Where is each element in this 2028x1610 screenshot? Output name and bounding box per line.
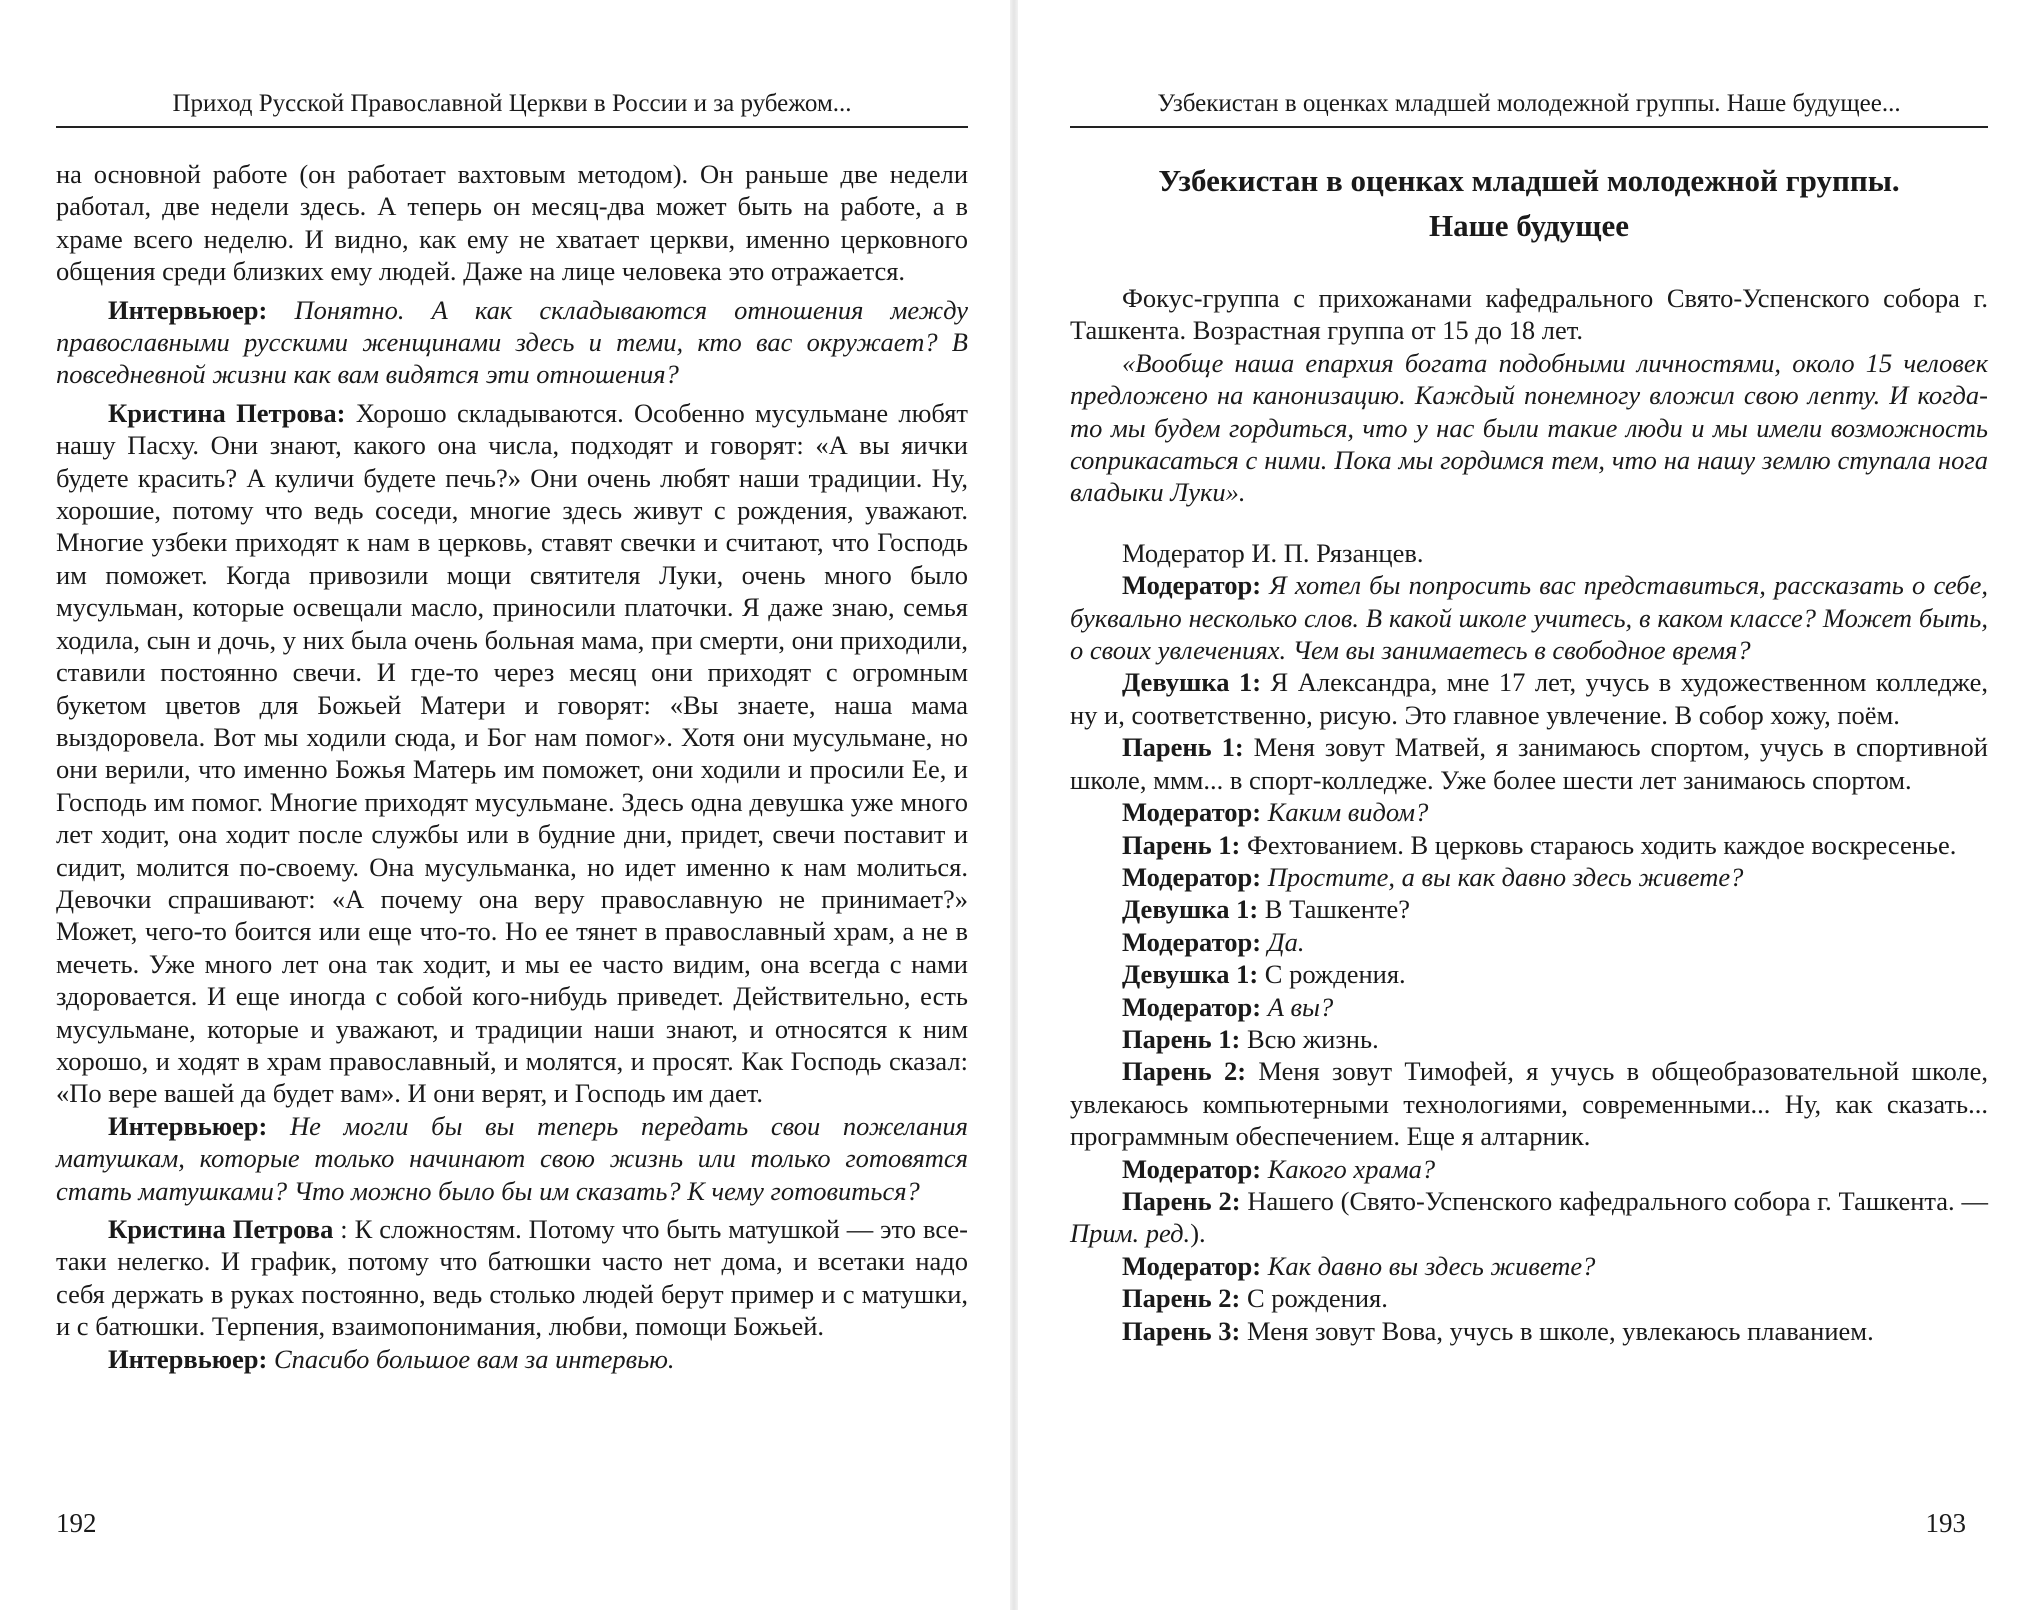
body-text [56,158,968,1375]
paragraph-text: Понятно. А как складываются отношения между православными русскими женщинами здесь и теми, кто вас окружает? В повседневной жизни как вам видятся эти отношения? [56,294,968,390]
paragraph-text: Я Александра, мне 17 лет, учусь в художественном колледже, ну и, соответственно, рисую. Это главное увлечение. В собор хожу, поём. [1070,667,1989,730]
page-number: 193 [1925,1508,1966,1538]
speaker-label: Парень 1: [1122,829,1241,860]
paragraph [1070,991,1988,1023]
paragraph [1070,1282,1988,1314]
paragraph-text: Простите, а вы как давно здесь живете? [1267,861,1744,892]
speaker-label: Парень 3: [1122,1315,1241,1346]
running-header: Приход Русской Православной Церкви в России и за рубежом... [56,90,968,128]
paragraph [1070,829,1988,861]
paragraph [1070,861,1988,893]
speaker-label: Модератор: [1122,861,1262,892]
title-line: Узбекистан в оценках младшей молодежной группы. [1158,163,1900,198]
paragraph [1070,347,1988,509]
paragraph [1070,1185,1988,1250]
speaker-label: Интервьюер: [108,1343,268,1374]
paragraph [56,1343,968,1375]
speaker-label: Парень 1: [1122,1023,1241,1054]
paragraph [1070,666,1988,731]
paragraph-text: С рождения. [1246,1283,1388,1314]
paragraph [1070,1023,1988,1055]
page-number: 192 [56,1508,97,1538]
paragraph [56,158,968,288]
paragraph [1070,893,1988,925]
paragraph-text: Фехтованием. В церковь стараюсь ходить каждое воскресенье. [1246,829,1957,860]
paragraph-text: В Ташкенте? [1264,894,1411,925]
paragraph-text: на основной работе (он работает вахтовым методом). Он раньше две недели работал, две недели здесь. А теперь он месяц-два может быть на работе, а в храме всего неделю. И видно, как ему не хватает церкви, именно церковного общения среди близких ему людей. Даже на лице человека это отражается. [56,159,968,287]
paragraph [1070,282,1988,347]
paragraph-text: Каким видом? [1267,797,1429,828]
speaker-label: Интервьюер: [108,1110,268,1141]
paragraph [1070,731,1988,796]
paragraph [1070,1055,1988,1152]
paragraph [1070,569,1988,666]
paragraph-text: А вы? [1267,991,1334,1022]
speaker-label: Парень 1: [1122,732,1244,763]
paragraph-text: Хорошо складываются. Особенно мусульмане любят нашу Пасху. Они знают, какого она числа, подходят и говорят: «А вы яички будете красить? А куличи будете печь?» Они очень любят наши традиции. Ну, хорошие, потому что ведь соседи, многие здесь живут с рождения, уважают. Многие узбеки приходят к нам в церковь, ставят свечки и считают, что Господь им поможет. Когда привозили мощи святителя Луки, очень много было мусульман, которые освещали масло, приносили платочки. Я даже знаю, семья ходила, сын и дочь, у них была очень больная мама, при смерти, они приходили, ставили постоянно свечи. И где-то через месяц они приходят с огромным букетом цветов для Божьей Матери и говорят: «Вы знаете, наша мама выздоровела. Вот мы ходили сюда, и Бог нам помог». Хотя они мусульмане, но они верили, что именно Божья Матерь им поможет, они ходили и просили Ее, и Господь им помог. Многие приходят мусульмане. Здесь одна девушка уже много лет ходит, она ходит после службы или в будние дни, придет, свечи поставит и сидит, молится по-своему. Она мусульманка, но идет именно к нам молиться. Девочки спрашивают: «А почему она веру православную не принимает?» Может, чего-то боится или еще что-то. Но ее тянет в православный храм, а не в мечеть. Уже много лет она так ходит, и мы ее часто видим, она всегда с нами здоровается. И еще иногда с собой кого-нибудь приведет. Действительно, есть мусульмане, которые и уважают, и традиции наши знают, и относятся к ним хорошо, и ходят в храм православный, и молятся, и просят. Как Господь сказал: «По вере вашей да будет вам». И они верят, и Господь им дает. [56,397,969,1109]
paragraph-text: Меня зовут Тимофей, я учусь в общеобразовательной школе, увлекаюсь компьютерными технологиями, современными... Ну, как сказать... программным обеспечением. Еще я алтарник. [1070,1056,1988,1152]
paragraph-text: : К сложностям. Потому что быть матушкой — это все-таки нелегко. И график, потому что батюшки часто нет дома, и всетаки надо себя держать в руках постоянно, ведь столько людей берут пример и с матушки, и с батюшки. Терпения, взаимопонимания, любви, помощи Божьей. [56,1214,968,1342]
paragraph-text: Меня зовут Вова, учусь в школе, увлекаюсь плаванием. [1246,1315,1874,1346]
paragraph [56,1110,968,1207]
speaker-label: Модератор: [1122,1250,1262,1281]
body-text [1070,282,1988,1347]
paragraph [1070,958,1988,990]
paragraph-text: Меня зовут Матвей, я занимаюсь спортом, учусь в спортивной школе, ммм... в спорт-колледже. Уже более шести лет занимаюсь спортом. [1070,732,1988,795]
paragraph-text: Спасибо большое вам за интервью. [273,1343,675,1374]
right-page [1014,0,2028,1610]
paragraph [1070,1250,1988,1282]
paragraph [1070,796,1988,828]
paragraph [1070,537,1988,569]
paragraph-text: Да. [1267,926,1305,957]
paragraph-text: Какого храма? [1267,1153,1436,1184]
paragraph-text: «Вообще наша епархия богата подобными личностями, около 15 человек предложено на канонизацию. Каждый понемногу вложил свою лепту. И когда-то мы будем гордиться, что у нас были такие люди и мы имели возможность соприкасаться с ними. Пока мы гордимся тем, что на нашу землю ступала нога владыки Луки». [1070,347,1988,508]
section-title [1070,158,1988,248]
speaker-label: Модератор: [1122,1153,1262,1184]
paragraph-text: ). [1190,1218,1206,1249]
title-line: Наше будущее [1428,208,1630,243]
speaker-label: Кристина Петрова: [108,397,346,428]
speaker-label: Модератор: [1122,926,1262,957]
paragraph [56,1213,968,1343]
paragraph-text: Я хотел бы попросить вас представиться, рассказать о себе, буквально несколько слов. В какой школе учитесь, в каком классе? Может быть, о своих увлечениях. Чем вы занимаетесь в свободное время? [1070,570,1988,666]
paragraph-text: Не могли бы вы теперь передать свои пожелания матушкам, которые только начинают свою жизнь или только готовятся стать матушками? Что можно было бы им сказать? К чему готовиться? [56,1110,968,1206]
paragraph-text: Фокус-группа с прихожанами кафедрального Свято-Успенского собора г. Ташкента. Возрастная группа от 15 до 18 лет. [1070,283,1988,346]
editor-note: Прим. ред. [1070,1218,1191,1249]
speaker-label: Девушка 1: [1122,667,1262,698]
paragraph [1070,1153,1988,1185]
speaker-label: Парень 2: [1122,1185,1241,1216]
speaker-label: Модератор: [1122,570,1262,601]
speaker-label: Парень 2: [1122,1056,1247,1087]
paragraph-text: Нашего (Свято-Успенского кафедрального собора г. Ташкента. — [1247,1185,1988,1216]
running-header: Узбекистан в оценках младшей молодежной группы. Наше будущее... [1070,90,1988,128]
speaker-label: Модератор: [1122,991,1262,1022]
paragraph [56,294,968,391]
speaker-label: Интервьюер: [108,294,268,325]
speaker-label: Кристина Петрова [108,1214,334,1244]
speaker-label: Парень 2: [1122,1283,1241,1314]
paragraph [56,397,968,1110]
speaker-label: Модератор: [1122,797,1262,828]
paragraph-text: С рождения. [1264,959,1406,990]
paragraph [1070,1315,1988,1347]
speaker-label: Девушка 1: [1122,959,1259,990]
paragraph-text: Всю жизнь. [1246,1023,1379,1054]
speaker-label: Девушка 1: [1122,894,1259,925]
paragraph-text: Модератор И. П. Рязанцев. [1122,537,1424,568]
paragraph [1070,926,1988,958]
paragraph-text: Как давно вы здесь живете? [1267,1250,1596,1281]
